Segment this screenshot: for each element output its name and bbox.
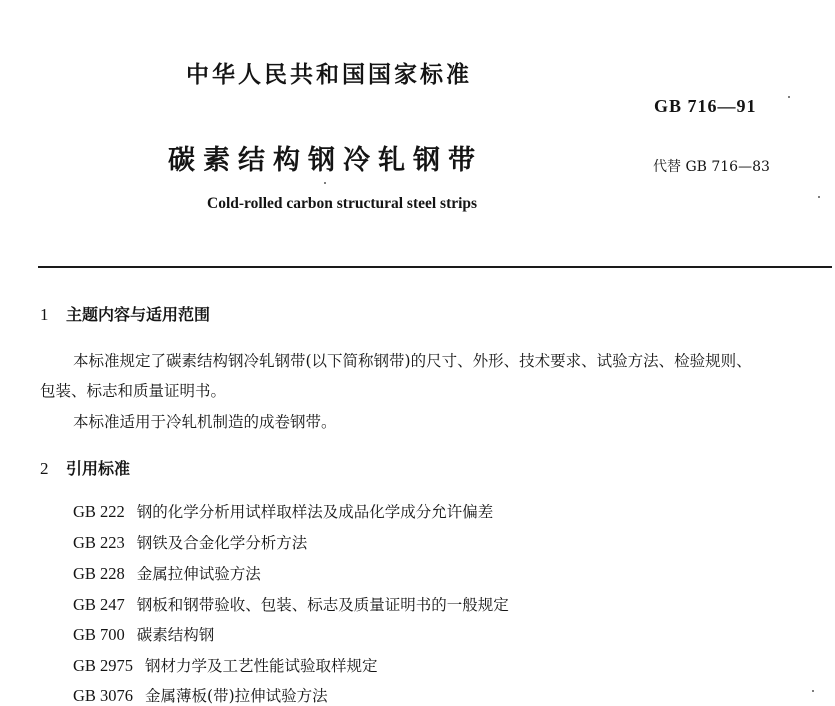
- reference-item: [73, 654, 378, 676]
- section-heading: [40, 302, 210, 325]
- reference-item: [73, 531, 307, 553]
- reference-item: [73, 623, 214, 645]
- reference-code: GB 3076: [73, 686, 134, 705]
- paragraph-line: 本标准规定了碳素结构钢冷轧钢带(以下简称钢带)的尺寸、外形、技术要求、试验方法、检验规则、: [73, 352, 752, 370]
- reference-item: [73, 684, 328, 706]
- reference-title: 钢的化学分析用试样取样法及成品化学成分允许偏差: [136, 503, 494, 521]
- scan-speck: [818, 196, 820, 198]
- standard-number: GB 716—91: [654, 96, 757, 116]
- reference-title: 金属薄板(带)拉伸试验方法: [145, 687, 328, 705]
- reference-title: 钢铁及合金化学分析方法: [136, 534, 308, 552]
- scan-speck: [324, 182, 326, 184]
- reference-code: GB 2975: [73, 656, 134, 675]
- paragraph-line: 包装、标志和质量证明书。: [40, 382, 227, 400]
- reference-title: 金属拉伸试验方法: [136, 565, 261, 583]
- header-divider: [38, 266, 832, 268]
- reference-item: [73, 500, 493, 522]
- reference-title: 碳素结构钢: [136, 626, 215, 644]
- reference-code: GB 228: [73, 564, 125, 583]
- scan-speck: [812, 690, 814, 692]
- reference-code: GB 700: [73, 625, 125, 644]
- reference-item: [73, 562, 261, 584]
- reference-title: 钢材力学及工艺性能试验取样规定: [145, 657, 378, 675]
- national-standard-title: 中华人民共和国国家标准: [186, 62, 472, 88]
- section-heading: [40, 456, 130, 479]
- paragraph-line: 本标准适用于冷轧机制造的成卷钢带。: [73, 413, 337, 431]
- reference-title: 钢板和钢带验收、包装、标志及质量证明书的一般规定: [136, 596, 509, 614]
- section-number: 2: [40, 459, 49, 478]
- document-title: 碳素结构钢冷轧钢带: [168, 145, 483, 176]
- scan-speck: [788, 96, 790, 98]
- section-title: 引用标准: [66, 459, 131, 478]
- reference-code: GB 223: [73, 533, 125, 552]
- reference-code: GB 222: [73, 502, 125, 521]
- section-number: 1: [40, 305, 49, 324]
- replaces-standard: 代替 GB 716—83: [653, 159, 770, 175]
- reference-item: [73, 593, 509, 615]
- reference-code: GB 247: [73, 595, 125, 614]
- section-title: 主题内容与适用范围: [66, 305, 211, 324]
- english-title: Cold-rolled carbon structural steel strips: [207, 195, 478, 212]
